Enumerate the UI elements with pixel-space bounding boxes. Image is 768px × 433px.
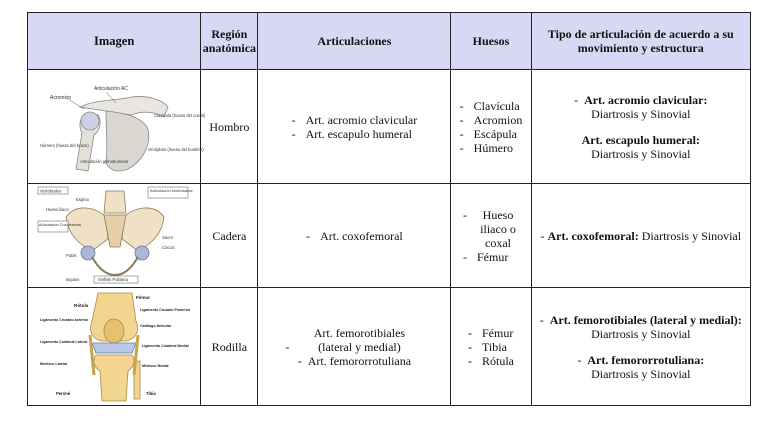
bone-item: - Escápula — [460, 127, 523, 141]
bone-item: - Húmero — [460, 141, 523, 155]
header-tipo: Tipo de articulación de acuerdo a su movimiento y estructura — [531, 13, 750, 70]
region-hombro: Hombro — [201, 70, 258, 184]
bone-item: - Clavícula — [460, 99, 523, 113]
tipo-item: - Art. femorotibiales (lateral y medial): Diartrosis y Sinovial — [539, 312, 742, 341]
art-item: - Art. coxofemoral — [306, 229, 403, 243]
art-item: - Art. acromio clavicular — [292, 113, 418, 127]
region-rodilla: Rodilla — [201, 288, 258, 406]
shoulder-image-cell — [28, 70, 206, 184]
anatomy-table — [27, 12, 751, 406]
label-omoplato: Omóplato (hueso del hombro) — [148, 146, 204, 152]
shoulder-illustration — [36, 77, 206, 177]
bone-item: - Rótula — [468, 354, 514, 368]
label-menisco-lateral: Menisco Lateral — [40, 361, 68, 366]
tipo-item: - Art. femororrotuliana: Diartrosis y Sinovial — [577, 352, 705, 381]
label-espina: Espina — [76, 196, 89, 202]
tipo-hombro — [531, 70, 750, 184]
table-row-cadera — [28, 184, 751, 288]
header-region: Región anatómica — [201, 13, 258, 70]
label-lcm: Ligamento Colateral Medial — [142, 343, 189, 348]
tipo-cadera — [531, 184, 750, 288]
hip-image-cell — [28, 184, 201, 288]
tipo-item: Art. escapulo humeral: Diartrosis y Sinovial — [581, 132, 700, 161]
bone-item: - Tibia — [468, 340, 514, 354]
header-row — [28, 13, 751, 70]
articulaciones-hombro — [258, 70, 451, 184]
huesos-cadera — [451, 184, 531, 288]
label-coxofemoral: Articulación Coxofemoral — [39, 222, 82, 227]
label-articulacion-ac: Articulación AC — [94, 85, 129, 92]
header-articulaciones: Articulaciones — [258, 13, 451, 70]
huesos-rodilla — [451, 288, 531, 406]
tipo-rodilla — [531, 288, 750, 406]
label-vertebrales: Vertebrales — [40, 188, 62, 193]
art-item: - Art. escapulo humeral — [292, 127, 418, 141]
label-lumbosacra: Articulación lumbosacra — [150, 187, 193, 193]
label-pubis: Pubis — [66, 252, 77, 258]
label-lcl: Ligamento Colateral Lateral — [40, 339, 88, 344]
label-cartilago: Cartílago Articular — [140, 323, 172, 328]
region-cadera: Cadera — [201, 184, 258, 288]
hip-illustration — [36, 185, 192, 287]
label-lca: Ligamento Cruzado Anterior — [40, 317, 89, 322]
label-sinfisis: Sinfisis Pubiana — [98, 276, 128, 282]
huesos-hombro — [451, 70, 531, 184]
bone-item: - Acromion — [460, 113, 523, 127]
knee-image-cell — [28, 288, 201, 406]
bone-item: - Fémur — [468, 326, 514, 340]
label-tibia: Tibia — [146, 390, 156, 396]
label-sacro: Sacro — [162, 234, 174, 240]
table-row-rodilla — [28, 288, 751, 406]
label-coccix: Cóccix — [162, 244, 175, 250]
label-perone: Peroné — [56, 390, 71, 396]
art-item: -Art. femorotibiales (lateral y medial) — [285, 325, 406, 354]
label-glenohumeral: Articulación glenohumeral — [80, 158, 129, 164]
label-clavicula: Clavícula (hueso del cuello) — [154, 112, 206, 118]
tipo-item: - Art. coxofemoral: Diartrosis y Sinovial — [540, 228, 742, 243]
label-isquion: Isquion — [66, 276, 80, 282]
art-item: - Art. femororrotuliana — [297, 353, 412, 368]
label-menisco-medial: Menisco Medial — [142, 363, 169, 368]
header-huesos: Huesos — [451, 13, 531, 70]
label-rotula: Rótula — [74, 302, 89, 308]
knee-illustration — [36, 291, 192, 403]
label-femur: Fémur — [136, 294, 151, 300]
bone-item: - Hueso iliaco o coxal — [463, 207, 516, 250]
label-acromion: Acromion — [50, 94, 72, 101]
bone-item: - Fémur — [463, 249, 509, 264]
header-imagen: Imagen — [28, 13, 201, 70]
tipo-item: - Art. acromio clavicular: Diartrosis y Sinovial — [574, 92, 708, 121]
label-lcp: Ligamento Cruzado Posterior — [140, 307, 191, 312]
articulaciones-rodilla — [258, 288, 451, 406]
label-hueso-iliaco: Hueso iliaco — [46, 206, 69, 212]
label-humero: Húmero (hueso del brazo) — [40, 142, 89, 148]
articulaciones-cadera — [258, 184, 451, 288]
table-row-hombro — [28, 70, 751, 184]
